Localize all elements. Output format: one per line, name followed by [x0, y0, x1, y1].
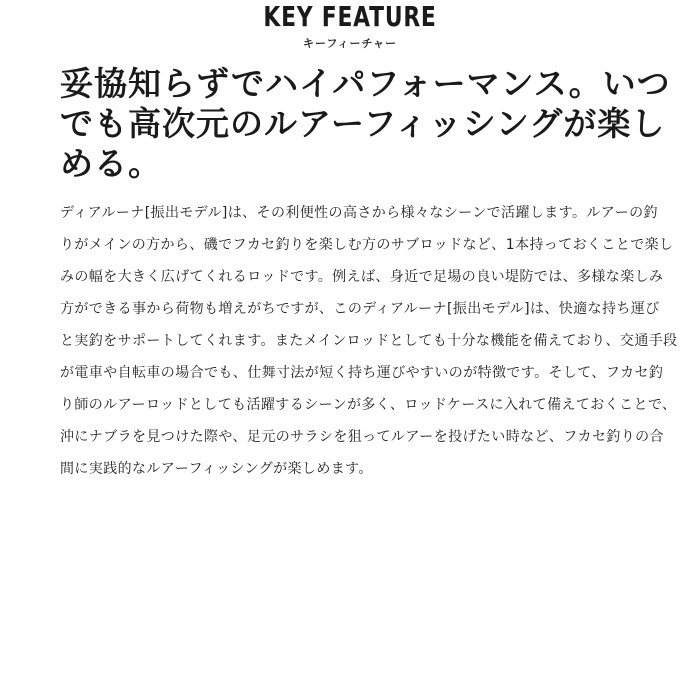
feature-headline [60, 64, 671, 184]
feature-description [60, 197, 678, 485]
body-line: ディアルーナ[振出モデル]は、その利便性の高さから様々なシーンで活躍します。ルアーの釣 [60, 205, 658, 221]
body-line: みの幅を大きく広げてくれるロッドです。例えば、身近で足場の良い堤防では、多様な楽しみ [60, 269, 664, 285]
headline-line: でも高次元のルアーフィッシングが楽し [60, 104, 666, 143]
body-line: が電車や自転車の場合でも、仕舞寸法が短く持ち運びやすいのが特徴です。そして、フカセ釣 [60, 365, 664, 381]
headline-line: める。 [60, 144, 162, 183]
body-line: 沖にナブラを見つけた際や、足元のサラシを狙ってルアーを投げたい時など、フカセ釣りの合 [60, 429, 664, 445]
headline-line: 妥協知らずでハイパフォーマンス。いつ [60, 64, 671, 103]
body-line: と実釣をサポートしてくれます。またメインロッドとしても十分な機能を備えており、交通手段 [60, 333, 678, 349]
body-line: りがメインの方から、磯でフカセ釣りを楽しむ方のサブロッドなど、1本持っておくことで楽し [60, 237, 674, 253]
section-title: KEY FEATURE [263, 0, 437, 33]
body-line: 方ができる事から荷物も増えがちですが、このディアルーナ[振出モデル]は、快適な持ち運び [60, 301, 660, 317]
body-line: り師のルアーロッドとしても活躍するシーンが多く、ロッドケースに入れて備えておくことで、 [60, 397, 677, 413]
section-subtitle: キーフィーチャー [302, 37, 398, 50]
body-line: 間に実践的なルアーフィッシングが楽しめます。 [60, 461, 373, 477]
